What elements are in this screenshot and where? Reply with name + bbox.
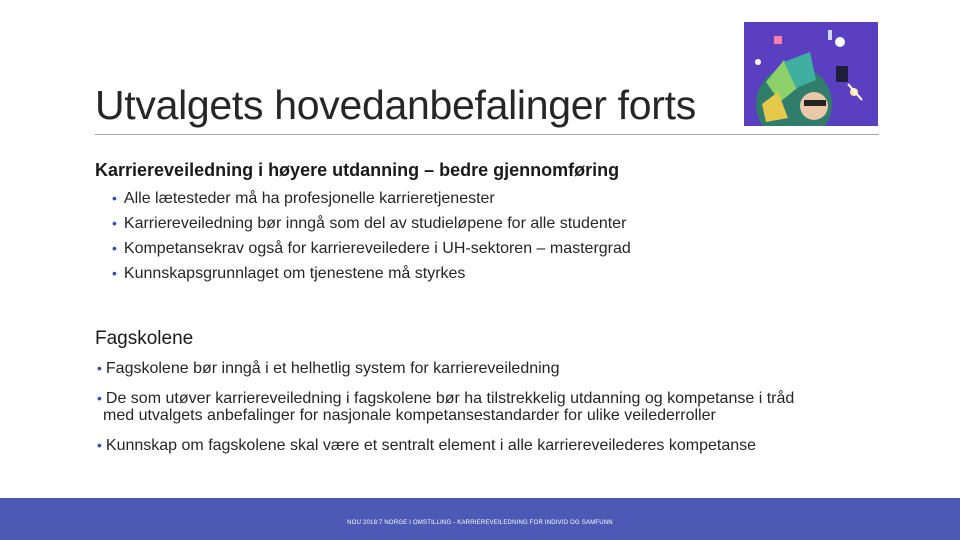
list-item: • Kunnskapsgrunnlaget om tjenestene må styrkes: [112, 265, 466, 282]
footer-text: NOU 2018:7 NORGE I OMSTILLING - KARRIEREVEILEDNING FOR INDIVID OG SAMFUNN: [347, 520, 613, 526]
footer-bar: [0, 498, 960, 540]
list-item: • Kompetansekrav også for karriereveiledere i UH-sektoren – mastergrad: [112, 240, 631, 257]
slide-title: Utvalgets hovedanbefalinger forts: [95, 82, 696, 128]
title-divider: [95, 134, 879, 135]
bullet-icon: •: [97, 437, 102, 453]
decorative-illustration: [744, 22, 878, 126]
list-item: • Karriereveiledning bør inngå som del av studieløpene for alle studenter: [112, 215, 627, 232]
fagskolene-bullet-list: [97, 360, 917, 467]
bullet-icon: •: [97, 360, 102, 376]
list-item: • De som utøver karriereveiledning i fagskolene bør ha tilstrekkelig utdanning og kompetanse i tråd med utvalgets anbefalinger for nasjonale kompetansestandarder for ulike veilederroller: [97, 390, 795, 424]
bullet-icon: •: [97, 390, 102, 406]
list-item: • Alle lætesteder må ha profesjonelle karrieretjenester: [112, 190, 495, 207]
higher-education-bullet-list: [112, 186, 631, 286]
bullet-icon: •: [112, 190, 117, 206]
bullet-icon: •: [112, 265, 117, 281]
section-heading-higher-education: Karriereveiledning i høyere utdanning – bedre gjennomføring: [95, 160, 620, 180]
list-item: • Fagskolene bør inngå i et helhetlig system for karriereveiledning: [97, 360, 560, 377]
list-item: • Kunnskap om fagskolene skal være et sentralt element i alle karriereveilederes kompetanse: [97, 437, 757, 454]
bullet-icon: •: [112, 215, 117, 231]
section-heading-fagskolene: Fagskolene: [95, 328, 194, 349]
bullet-icon: •: [112, 240, 117, 256]
